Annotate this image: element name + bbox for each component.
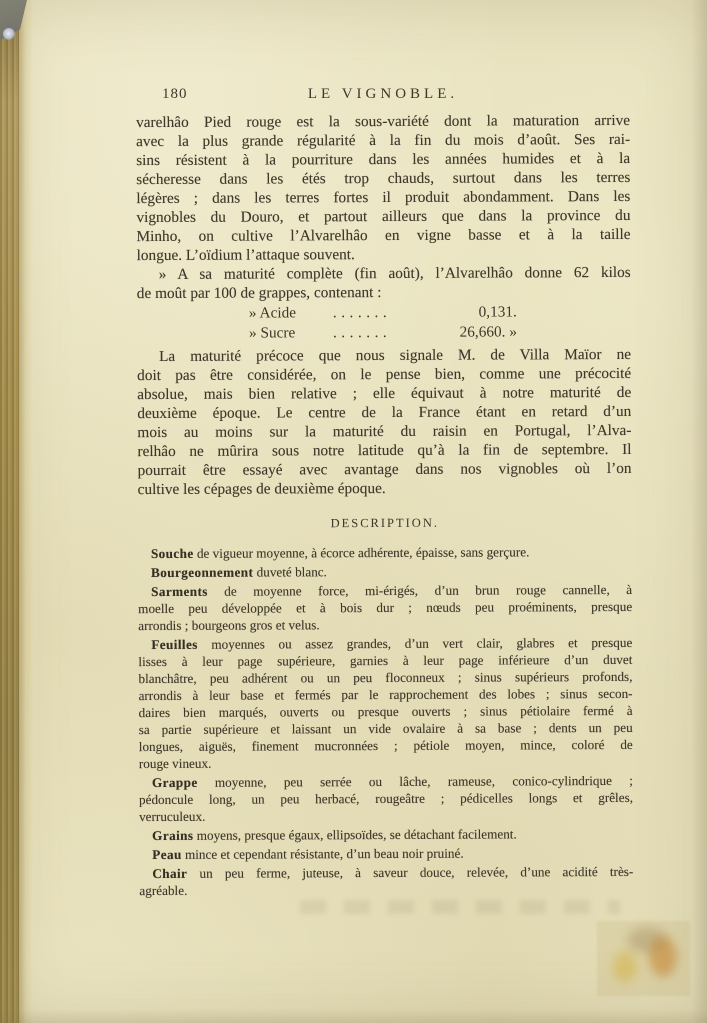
text-line: doit pas être considérée, on le pense bien, comme une précocité <box>137 364 632 385</box>
measurement-value: 0,131. <box>478 303 517 321</box>
entry-term: Souche <box>150 545 194 562</box>
description-entry <box>139 844 633 863</box>
description-entry <box>138 562 632 581</box>
must-composition-table <box>249 302 517 343</box>
text-line: daires bien marqués, ouverts ou presque ouverts ; sinus pétiolaire fermé à <box>138 702 633 721</box>
text-line: sa partie supérieure et laissant un vide ovalaire à sa base ; dents un peu <box>138 719 633 738</box>
show-through-blob <box>649 937 677 977</box>
text-line: pourrait être essayé avec avantage dans nos vignobles où l’on <box>137 459 632 480</box>
text-line: lisses à leur page supérieure, garnies à leur page inférieure d’un duvet <box>138 651 633 670</box>
entry-term: Bourgeonnement <box>150 564 254 581</box>
description-entry <box>138 634 633 772</box>
entry-term: Feuilles <box>151 636 198 653</box>
text-line: Souche de vigueur moyenne, à écorce adhérente, épaisse, sans gerçure. <box>150 544 530 562</box>
text-line: agréable. <box>139 882 188 899</box>
bottom-edge-shade <box>0 1009 707 1023</box>
section-heading-description: DESCRIPTION. <box>330 515 440 531</box>
page-edge-shadow <box>19 0 33 1023</box>
text-line: Sarments de moyenne force, mi-érigés, d’un brun rouge cannelle, à <box>151 581 633 600</box>
text-block <box>136 111 633 899</box>
text-line: sécheresse dans les étés trop chauds, surtout dans les terres <box>136 168 631 189</box>
measurement-row <box>249 322 517 343</box>
text-line: verruculeux. <box>139 808 206 825</box>
text-line: arrondis ; bourgeons gros et velus. <box>138 617 320 634</box>
entry-term: Peau <box>152 846 182 863</box>
paragraph-maturity-quote <box>137 263 631 303</box>
text-line: varelhâo Pied rouge est la sous-variété dont la maturation arrive <box>136 111 631 132</box>
text-line: Chair un peu ferme, juteuse, à saveur douce, relevée, d’une acidité très- <box>152 863 634 882</box>
right-edge-shade <box>691 0 707 1023</box>
text-line: pédoncule long, un peu herbacé, rougeâtre ; pédicelles longs et grêles, <box>138 789 634 808</box>
book-binding-edge <box>0 0 19 1023</box>
text-line: longue. L’oïdium l’attaque souvent. <box>136 246 355 265</box>
description-entry <box>139 863 633 899</box>
entry-term: Sarments <box>151 583 208 600</box>
text-line: légères ; dans les terres fortes il produit abondamment. Dans les <box>136 187 631 208</box>
text-line: Minho, on cultive l’Alvarelhâo en vigne basse et à la taille <box>136 225 631 246</box>
text-line: avec la plus grande régularité à la fin du mois d’août. Ses rai- <box>136 130 631 151</box>
reflective-speck-artifact <box>3 28 15 40</box>
page-number: 180 <box>162 86 188 102</box>
paragraph-maturity-comparison <box>137 345 632 499</box>
description-entry <box>139 772 633 825</box>
running-title: LE VIGNOBLE. <box>307 86 459 102</box>
entry-term: Grains <box>152 827 194 844</box>
text-line: relhâo ne mûrira sous notre latitude qu’à la fin de septembre. Il <box>137 440 632 461</box>
text-line: cultive les cépages de deuxième époque. <box>137 479 386 499</box>
description-entry <box>139 825 633 844</box>
description-entry <box>138 543 632 562</box>
measurement-label: » Sucre <box>248 324 296 342</box>
text-line: moelle peu développée et à bois dur ; nœuds peu proéminents, presque <box>138 598 633 617</box>
text-line: absolue, mais bien relative ; elle équivaut à notre maturité de <box>137 383 632 404</box>
description-entries <box>138 543 634 899</box>
paragraph-alvarelhao-intro <box>136 111 631 265</box>
description-entry <box>138 581 632 634</box>
text-line: mois au moins sur la maturité du raisin en Portugal, l’Alva- <box>137 421 632 442</box>
text-line: Peau mince et cependant résistante, d’un beau noir pruiné. <box>152 845 464 863</box>
text-line: deuxième époque. Le centre de la France étant en retard d’un <box>137 402 632 423</box>
text-line: vignobles du Douro, et partout ailleurs que dans la province du <box>136 206 631 227</box>
page-header <box>136 86 630 106</box>
show-through-image <box>597 921 690 996</box>
text-line: Grains moyens, presque égaux, ellipsoïdes, se détachant facilement. <box>152 826 517 844</box>
text-line: sins résistent à la pourriture dans les années humides et à la <box>136 149 631 170</box>
text-line: de moût par 100 de grappes, contenant : <box>136 284 382 303</box>
text-line: longues, aiguës, finement mucronnées ; pétiole moyen, mince, coloré de <box>138 736 633 755</box>
text-line: La maturité précoce que nous signale M. de Villa Maïor ne <box>159 345 632 365</box>
measurement-row <box>249 302 517 323</box>
entry-term: Chair <box>152 865 188 882</box>
text-line: Grappe moyenne, peu serrée ou lâche, rameuse, conico-cylindrique ; <box>151 772 633 791</box>
leader-dots: ....... <box>332 303 392 322</box>
show-through-smudge <box>300 900 620 914</box>
text-line: rouge vineux. <box>138 755 212 772</box>
measurement-value: 26,660. » <box>459 323 517 341</box>
entry-term: Grappe <box>151 774 198 791</box>
text-line: Feuilles moyennes ou assez grandes, d’un vert clair, glabres et presque <box>151 634 633 653</box>
text-line: Bourgeonnement duveté blanc. <box>150 564 327 581</box>
measurement-label: » Acide <box>248 304 297 322</box>
show-through-blob <box>613 951 637 983</box>
text-line: blanchâtre, peu adhérent ou un peu floconneux ; sinus supérieurs profonds, <box>138 668 633 687</box>
text-line: » A sa maturité complète (fin août), l’Alvarelhâo donne 62 kilos <box>158 263 631 283</box>
leader-dots: ....... <box>332 323 392 342</box>
text-line: arrondis à leur base et fermés par le rapprochement des lobes ; sinus secon- <box>138 685 633 704</box>
